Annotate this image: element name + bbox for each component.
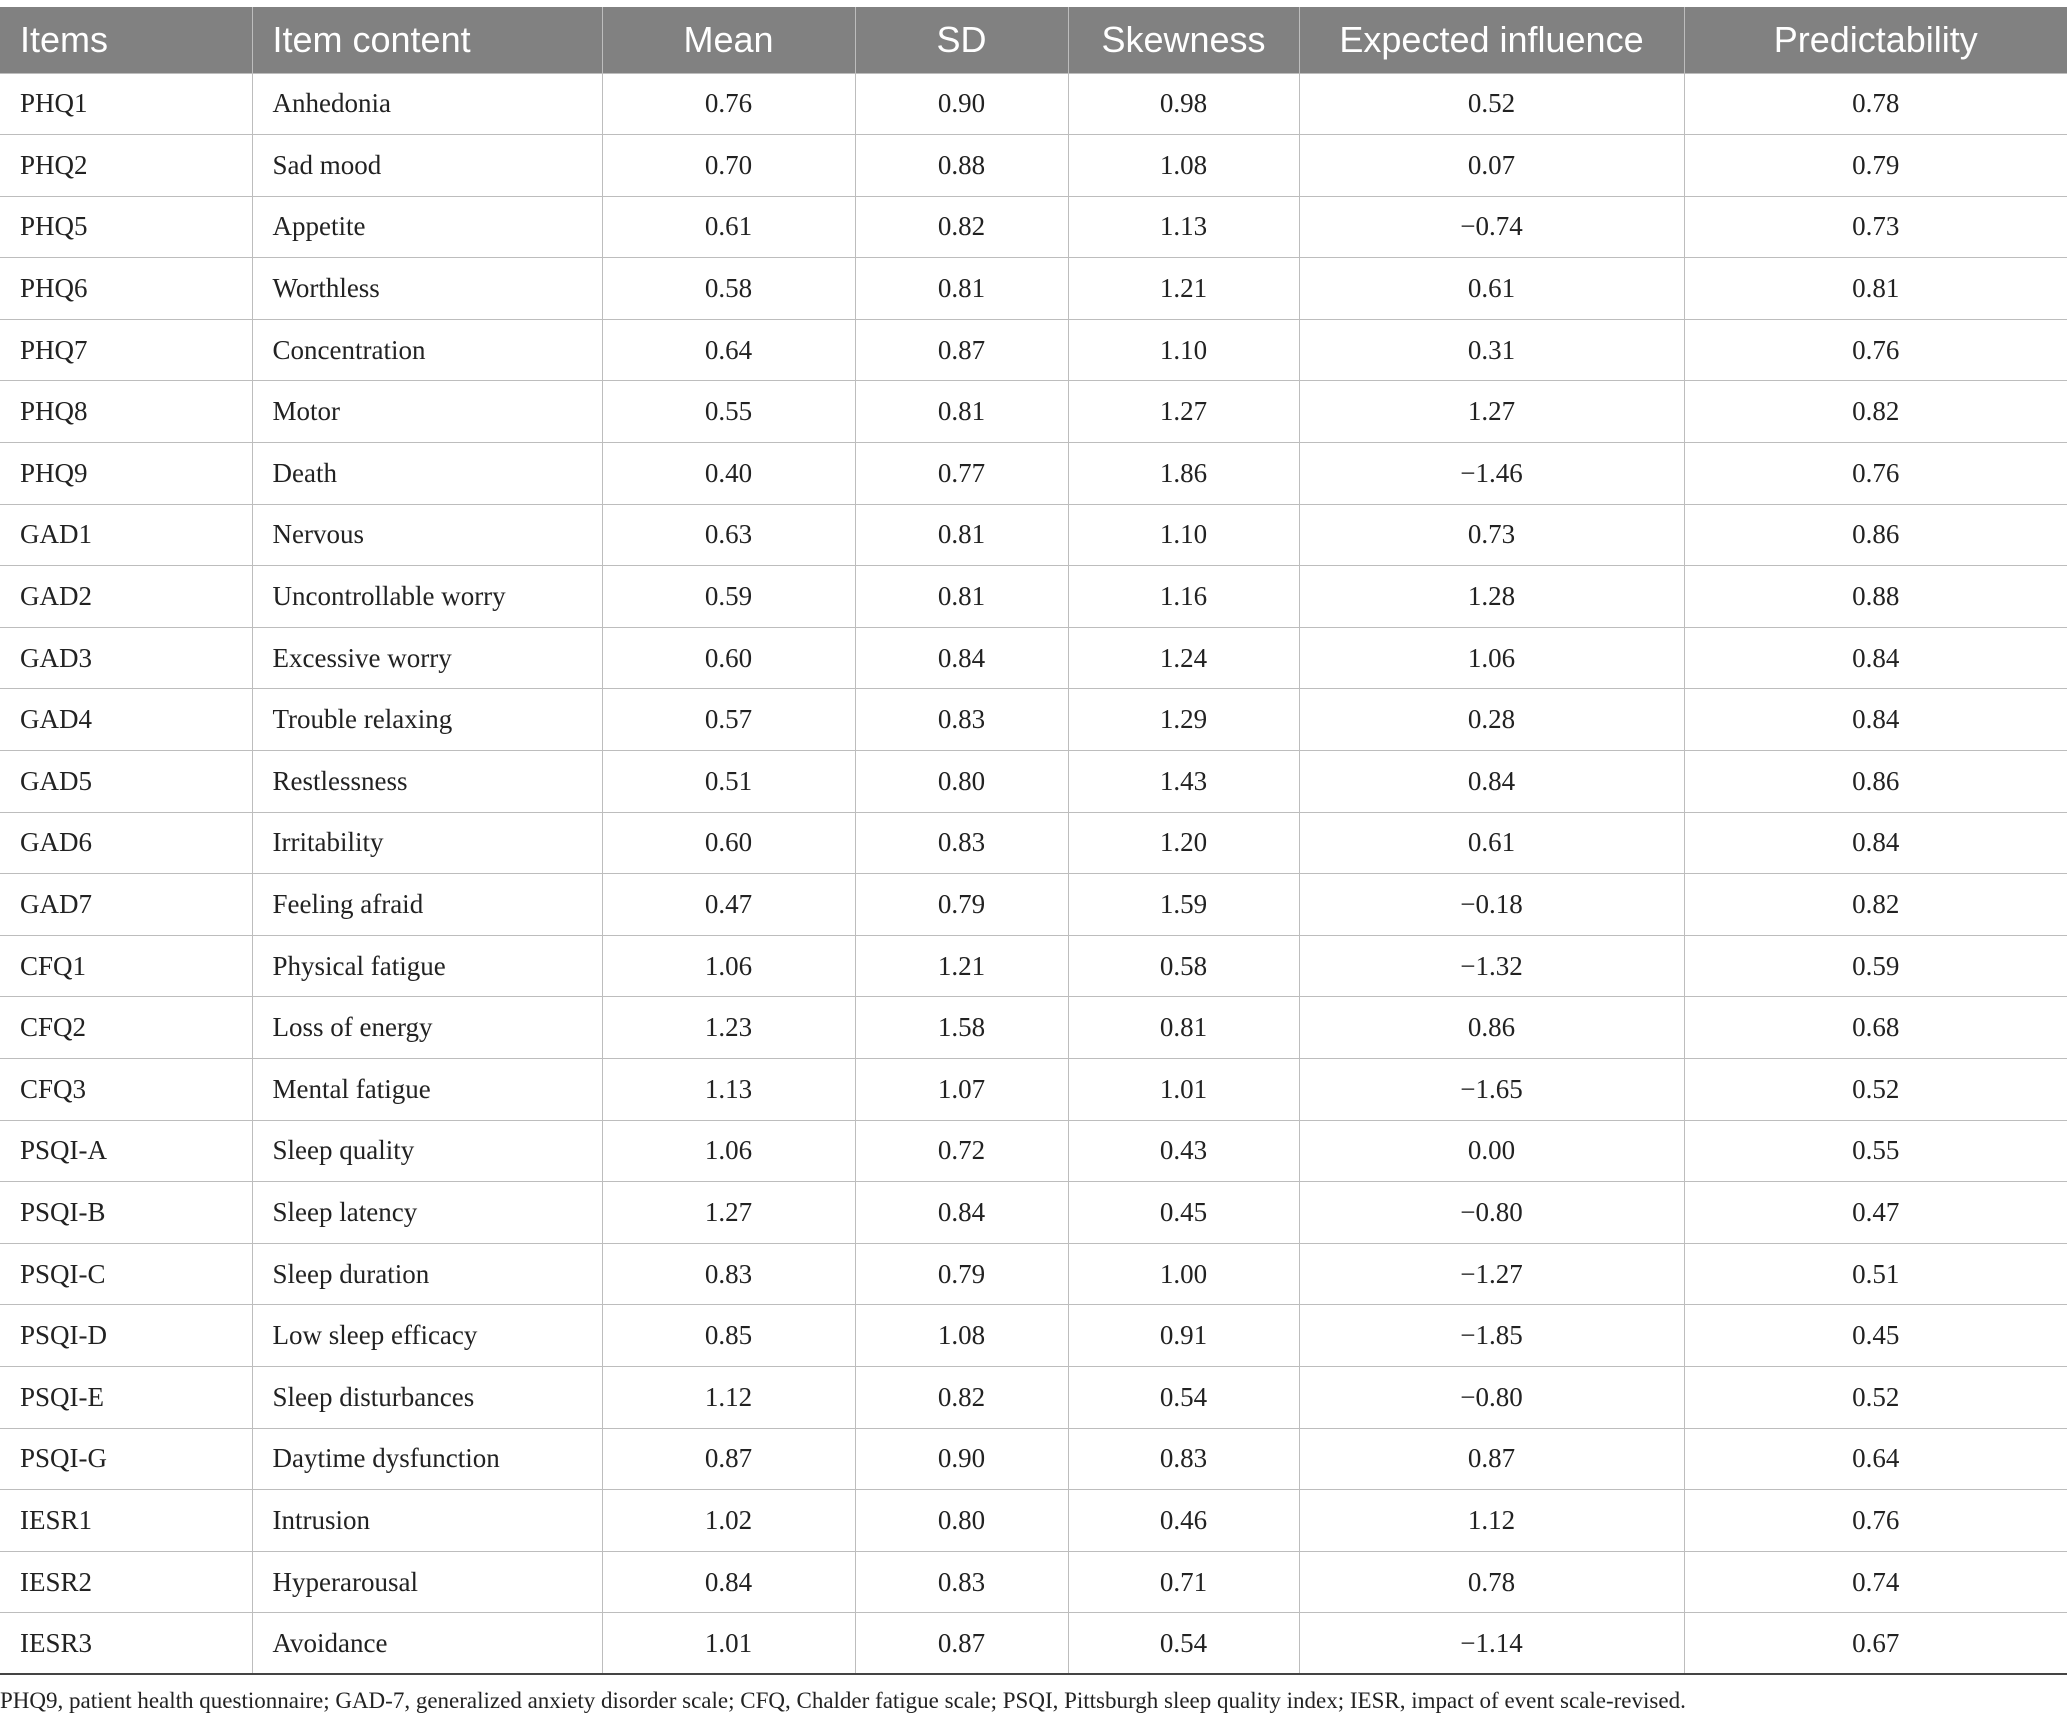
cell-skewness: 1.00 <box>1068 1243 1299 1305</box>
cell-sd: 0.81 <box>855 504 1068 566</box>
table-row <box>0 997 2067 1059</box>
cell-item-content: Death <box>252 443 602 505</box>
cell-item: PSQI-C <box>0 1243 252 1305</box>
cell-mean: 1.12 <box>602 1366 855 1428</box>
cell-predictability: 0.74 <box>1684 1551 2067 1613</box>
cell-sd: 0.80 <box>855 1490 1068 1552</box>
cell-sd: 0.81 <box>855 381 1068 443</box>
cell-mean: 0.87 <box>602 1428 855 1490</box>
cell-mean: 1.23 <box>602 997 855 1059</box>
cell-predictability: 0.84 <box>1684 627 2067 689</box>
cell-mean: 0.70 <box>602 135 855 197</box>
table-row <box>0 443 2067 505</box>
cell-item: GAD2 <box>0 566 252 628</box>
cell-item-content: Trouble relaxing <box>252 689 602 751</box>
cell-item: PHQ7 <box>0 319 252 381</box>
cell-item-content: Loss of energy <box>252 997 602 1059</box>
cell-expected-influence: 0.73 <box>1299 504 1684 566</box>
cell-skewness: 0.81 <box>1068 997 1299 1059</box>
cell-expected-influence: 0.31 <box>1299 319 1684 381</box>
cell-mean: 0.40 <box>602 443 855 505</box>
cell-item: IESR3 <box>0 1613 252 1675</box>
cell-mean: 0.60 <box>602 812 855 874</box>
cell-skewness: 1.43 <box>1068 751 1299 813</box>
cell-skewness: 1.86 <box>1068 443 1299 505</box>
cell-item-content: Irritability <box>252 812 602 874</box>
cell-sd: 1.58 <box>855 997 1068 1059</box>
cell-item: PHQ6 <box>0 258 252 320</box>
table-row <box>0 689 2067 751</box>
cell-item: GAD5 <box>0 751 252 813</box>
table-row <box>0 1366 2067 1428</box>
table-row <box>0 812 2067 874</box>
cell-expected-influence: 1.12 <box>1299 1490 1684 1552</box>
cell-sd: 1.21 <box>855 935 1068 997</box>
cell-skewness: 0.71 <box>1068 1551 1299 1613</box>
cell-mean: 1.06 <box>602 1120 855 1182</box>
cell-predictability: 0.84 <box>1684 689 2067 751</box>
cell-item-content: Uncontrollable worry <box>252 566 602 628</box>
cell-item-content: Anhedonia <box>252 73 602 135</box>
cell-mean: 0.58 <box>602 258 855 320</box>
cell-sd: 0.83 <box>855 689 1068 751</box>
cell-expected-influence: 1.27 <box>1299 381 1684 443</box>
cell-item: PHQ2 <box>0 135 252 197</box>
table-row <box>0 1120 2067 1182</box>
cell-sd: 0.87 <box>855 1613 1068 1675</box>
cell-mean: 1.01 <box>602 1613 855 1675</box>
table-row <box>0 196 2067 258</box>
cell-skewness: 0.45 <box>1068 1182 1299 1244</box>
cell-mean: 0.64 <box>602 319 855 381</box>
cell-item-content: Motor <box>252 381 602 443</box>
cell-expected-influence: 0.00 <box>1299 1120 1684 1182</box>
cell-item-content: Daytime dysfunction <box>252 1428 602 1490</box>
cell-mean: 0.47 <box>602 874 855 936</box>
cell-expected-influence: −1.65 <box>1299 1059 1684 1121</box>
cell-item: GAD3 <box>0 627 252 689</box>
cell-item-content: Low sleep efficacy <box>252 1305 602 1367</box>
cell-expected-influence: −1.85 <box>1299 1305 1684 1367</box>
cell-mean: 1.13 <box>602 1059 855 1121</box>
cell-item-content: Worthless <box>252 258 602 320</box>
cell-item: CFQ3 <box>0 1059 252 1121</box>
table-row <box>0 1243 2067 1305</box>
cell-expected-influence: 1.06 <box>1299 627 1684 689</box>
cell-mean: 0.84 <box>602 1551 855 1613</box>
cell-item-content: Physical fatigue <box>252 935 602 997</box>
cell-predictability: 0.86 <box>1684 504 2067 566</box>
cell-item: PSQI-G <box>0 1428 252 1490</box>
cell-item: PSQI-E <box>0 1366 252 1428</box>
cell-predictability: 0.73 <box>1684 196 2067 258</box>
cell-item-content: Sleep disturbances <box>252 1366 602 1428</box>
cell-predictability: 0.52 <box>1684 1059 2067 1121</box>
cell-item: PHQ5 <box>0 196 252 258</box>
cell-sd: 0.83 <box>855 812 1068 874</box>
cell-skewness: 1.10 <box>1068 504 1299 566</box>
header-mean: Mean <box>602 7 855 73</box>
cell-sd: 0.81 <box>855 566 1068 628</box>
cell-mean: 1.02 <box>602 1490 855 1552</box>
table-row <box>0 566 2067 628</box>
header-items: Items <box>0 7 252 73</box>
cell-expected-influence: 0.61 <box>1299 258 1684 320</box>
cell-expected-influence: 0.07 <box>1299 135 1684 197</box>
cell-sd: 1.07 <box>855 1059 1068 1121</box>
cell-predictability: 0.88 <box>1684 566 2067 628</box>
table-row <box>0 381 2067 443</box>
cell-expected-influence: −0.80 <box>1299 1182 1684 1244</box>
table-row <box>0 874 2067 936</box>
cell-skewness: 0.83 <box>1068 1428 1299 1490</box>
cell-predictability: 0.82 <box>1684 381 2067 443</box>
cell-predictability: 0.82 <box>1684 874 2067 936</box>
cell-item-content: Mental fatigue <box>252 1059 602 1121</box>
cell-item: PHQ8 <box>0 381 252 443</box>
cell-mean: 0.63 <box>602 504 855 566</box>
cell-skewness: 1.27 <box>1068 381 1299 443</box>
header-item-content: Item content <box>252 7 602 73</box>
cell-item-content: Excessive worry <box>252 627 602 689</box>
cell-sd: 0.84 <box>855 1182 1068 1244</box>
cell-sd: 0.81 <box>855 258 1068 320</box>
cell-predictability: 0.45 <box>1684 1305 2067 1367</box>
cell-sd: 0.87 <box>855 319 1068 381</box>
cell-skewness: 0.46 <box>1068 1490 1299 1552</box>
table-row <box>0 319 2067 381</box>
table-footnote: PHQ9, patient health questionnaire; GAD-7, generalized anxiety disorder scale; CFQ, Chalder fatigue scale; PSQI, Pittsburgh sleep quality index; IESR, impact of event scale-revised. <box>0 1688 1686 1713</box>
table-body <box>0 73 2067 1674</box>
header-sd: SD <box>855 7 1068 73</box>
cell-skewness: 0.43 <box>1068 1120 1299 1182</box>
cell-item: PHQ9 <box>0 443 252 505</box>
cell-mean: 0.83 <box>602 1243 855 1305</box>
cell-sd: 0.90 <box>855 1428 1068 1490</box>
cell-predictability: 0.76 <box>1684 443 2067 505</box>
cell-item-content: Hyperarousal <box>252 1551 602 1613</box>
cell-expected-influence: 0.84 <box>1299 751 1684 813</box>
cell-mean: 1.06 <box>602 935 855 997</box>
cell-skewness: 0.54 <box>1068 1366 1299 1428</box>
cell-sd: 0.84 <box>855 627 1068 689</box>
cell-expected-influence: −0.80 <box>1299 1366 1684 1428</box>
cell-item: PSQI-D <box>0 1305 252 1367</box>
cell-predictability: 0.84 <box>1684 812 2067 874</box>
cell-item: GAD6 <box>0 812 252 874</box>
cell-item-content: Sad mood <box>252 135 602 197</box>
cell-expected-influence: −1.32 <box>1299 935 1684 997</box>
cell-mean: 0.57 <box>602 689 855 751</box>
cell-predictability: 0.51 <box>1684 1243 2067 1305</box>
cell-item-content: Sleep duration <box>252 1243 602 1305</box>
cell-sd: 0.77 <box>855 443 1068 505</box>
cell-item: GAD7 <box>0 874 252 936</box>
cell-sd: 0.82 <box>855 196 1068 258</box>
cell-predictability: 0.81 <box>1684 258 2067 320</box>
cell-predictability: 0.76 <box>1684 1490 2067 1552</box>
cell-predictability: 0.78 <box>1684 73 2067 135</box>
table-row <box>0 1613 2067 1675</box>
cell-expected-influence: −0.74 <box>1299 196 1684 258</box>
cell-sd: 0.72 <box>855 1120 1068 1182</box>
cell-expected-influence: −1.27 <box>1299 1243 1684 1305</box>
cell-item-content: Sleep latency <box>252 1182 602 1244</box>
header-expected-influence: Expected influence <box>1299 7 1684 73</box>
cell-mean: 0.51 <box>602 751 855 813</box>
cell-mean: 0.76 <box>602 73 855 135</box>
cell-sd: 0.80 <box>855 751 1068 813</box>
cell-skewness: 0.54 <box>1068 1613 1299 1675</box>
cell-predictability: 0.59 <box>1684 935 2067 997</box>
table-row <box>0 751 2067 813</box>
cell-mean: 0.85 <box>602 1305 855 1367</box>
table-row <box>0 135 2067 197</box>
cell-predictability: 0.52 <box>1684 1366 2067 1428</box>
cell-item: GAD4 <box>0 689 252 751</box>
cell-expected-influence: 0.78 <box>1299 1551 1684 1613</box>
cell-sd: 0.79 <box>855 874 1068 936</box>
cell-skewness: 1.59 <box>1068 874 1299 936</box>
cell-sd: 0.83 <box>855 1551 1068 1613</box>
table-row <box>0 504 2067 566</box>
cell-item: CFQ2 <box>0 997 252 1059</box>
cell-sd: 1.08 <box>855 1305 1068 1367</box>
cell-expected-influence: 0.87 <box>1299 1428 1684 1490</box>
cell-skewness: 1.08 <box>1068 135 1299 197</box>
cell-skewness: 0.58 <box>1068 935 1299 997</box>
cell-expected-influence: 1.28 <box>1299 566 1684 628</box>
header-predictability: Predictability <box>1684 7 2067 73</box>
table-header <box>0 7 2067 73</box>
table-row <box>0 1490 2067 1552</box>
cell-item-content: Restlessness <box>252 751 602 813</box>
cell-sd: 0.90 <box>855 73 1068 135</box>
cell-predictability: 0.76 <box>1684 319 2067 381</box>
cell-predictability: 0.55 <box>1684 1120 2067 1182</box>
header-row <box>0 7 2067 73</box>
cell-skewness: 1.21 <box>1068 258 1299 320</box>
cell-skewness: 1.24 <box>1068 627 1299 689</box>
cell-item: CFQ1 <box>0 935 252 997</box>
table-row <box>0 1059 2067 1121</box>
table-row <box>0 1551 2067 1613</box>
cell-item-content: Feeling afraid <box>252 874 602 936</box>
cell-item-content: Sleep quality <box>252 1120 602 1182</box>
cell-item-content: Intrusion <box>252 1490 602 1552</box>
cell-item: IESR1 <box>0 1490 252 1552</box>
table-row <box>0 1182 2067 1244</box>
cell-item: PSQI-B <box>0 1182 252 1244</box>
cell-mean: 1.27 <box>602 1182 855 1244</box>
item-statistics-table <box>0 7 2067 1675</box>
cell-mean: 0.60 <box>602 627 855 689</box>
cell-sd: 0.79 <box>855 1243 1068 1305</box>
cell-predictability: 0.64 <box>1684 1428 2067 1490</box>
cell-expected-influence: 0.28 <box>1299 689 1684 751</box>
cell-item-content: Nervous <box>252 504 602 566</box>
cell-mean: 0.61 <box>602 196 855 258</box>
data-table-container <box>0 7 2067 1675</box>
cell-expected-influence: 0.86 <box>1299 997 1684 1059</box>
cell-item: GAD1 <box>0 504 252 566</box>
cell-skewness: 0.91 <box>1068 1305 1299 1367</box>
table-row <box>0 1428 2067 1490</box>
cell-item-content: Appetite <box>252 196 602 258</box>
cell-sd: 0.82 <box>855 1366 1068 1428</box>
header-skewness: Skewness <box>1068 7 1299 73</box>
cell-item-content: Avoidance <box>252 1613 602 1675</box>
table-row <box>0 258 2067 320</box>
cell-item: IESR2 <box>0 1551 252 1613</box>
cell-skewness: 1.16 <box>1068 566 1299 628</box>
cell-skewness: 0.98 <box>1068 73 1299 135</box>
cell-predictability: 0.68 <box>1684 997 2067 1059</box>
cell-expected-influence: −1.46 <box>1299 443 1684 505</box>
cell-expected-influence: 0.61 <box>1299 812 1684 874</box>
cell-item: PSQI-A <box>0 1120 252 1182</box>
cell-expected-influence: −0.18 <box>1299 874 1684 936</box>
cell-item: PHQ1 <box>0 73 252 135</box>
cell-expected-influence: 0.52 <box>1299 73 1684 135</box>
cell-item-content: Concentration <box>252 319 602 381</box>
cell-predictability: 0.79 <box>1684 135 2067 197</box>
table-row <box>0 73 2067 135</box>
cell-predictability: 0.67 <box>1684 1613 2067 1675</box>
cell-expected-influence: −1.14 <box>1299 1613 1684 1675</box>
cell-skewness: 1.13 <box>1068 196 1299 258</box>
cell-predictability: 0.86 <box>1684 751 2067 813</box>
cell-skewness: 1.10 <box>1068 319 1299 381</box>
cell-sd: 0.88 <box>855 135 1068 197</box>
cell-skewness: 1.20 <box>1068 812 1299 874</box>
cell-skewness: 1.01 <box>1068 1059 1299 1121</box>
cell-mean: 0.55 <box>602 381 855 443</box>
table-row <box>0 935 2067 997</box>
cell-skewness: 1.29 <box>1068 689 1299 751</box>
table-row <box>0 627 2067 689</box>
cell-predictability: 0.47 <box>1684 1182 2067 1244</box>
table-row <box>0 1305 2067 1367</box>
cell-mean: 0.59 <box>602 566 855 628</box>
